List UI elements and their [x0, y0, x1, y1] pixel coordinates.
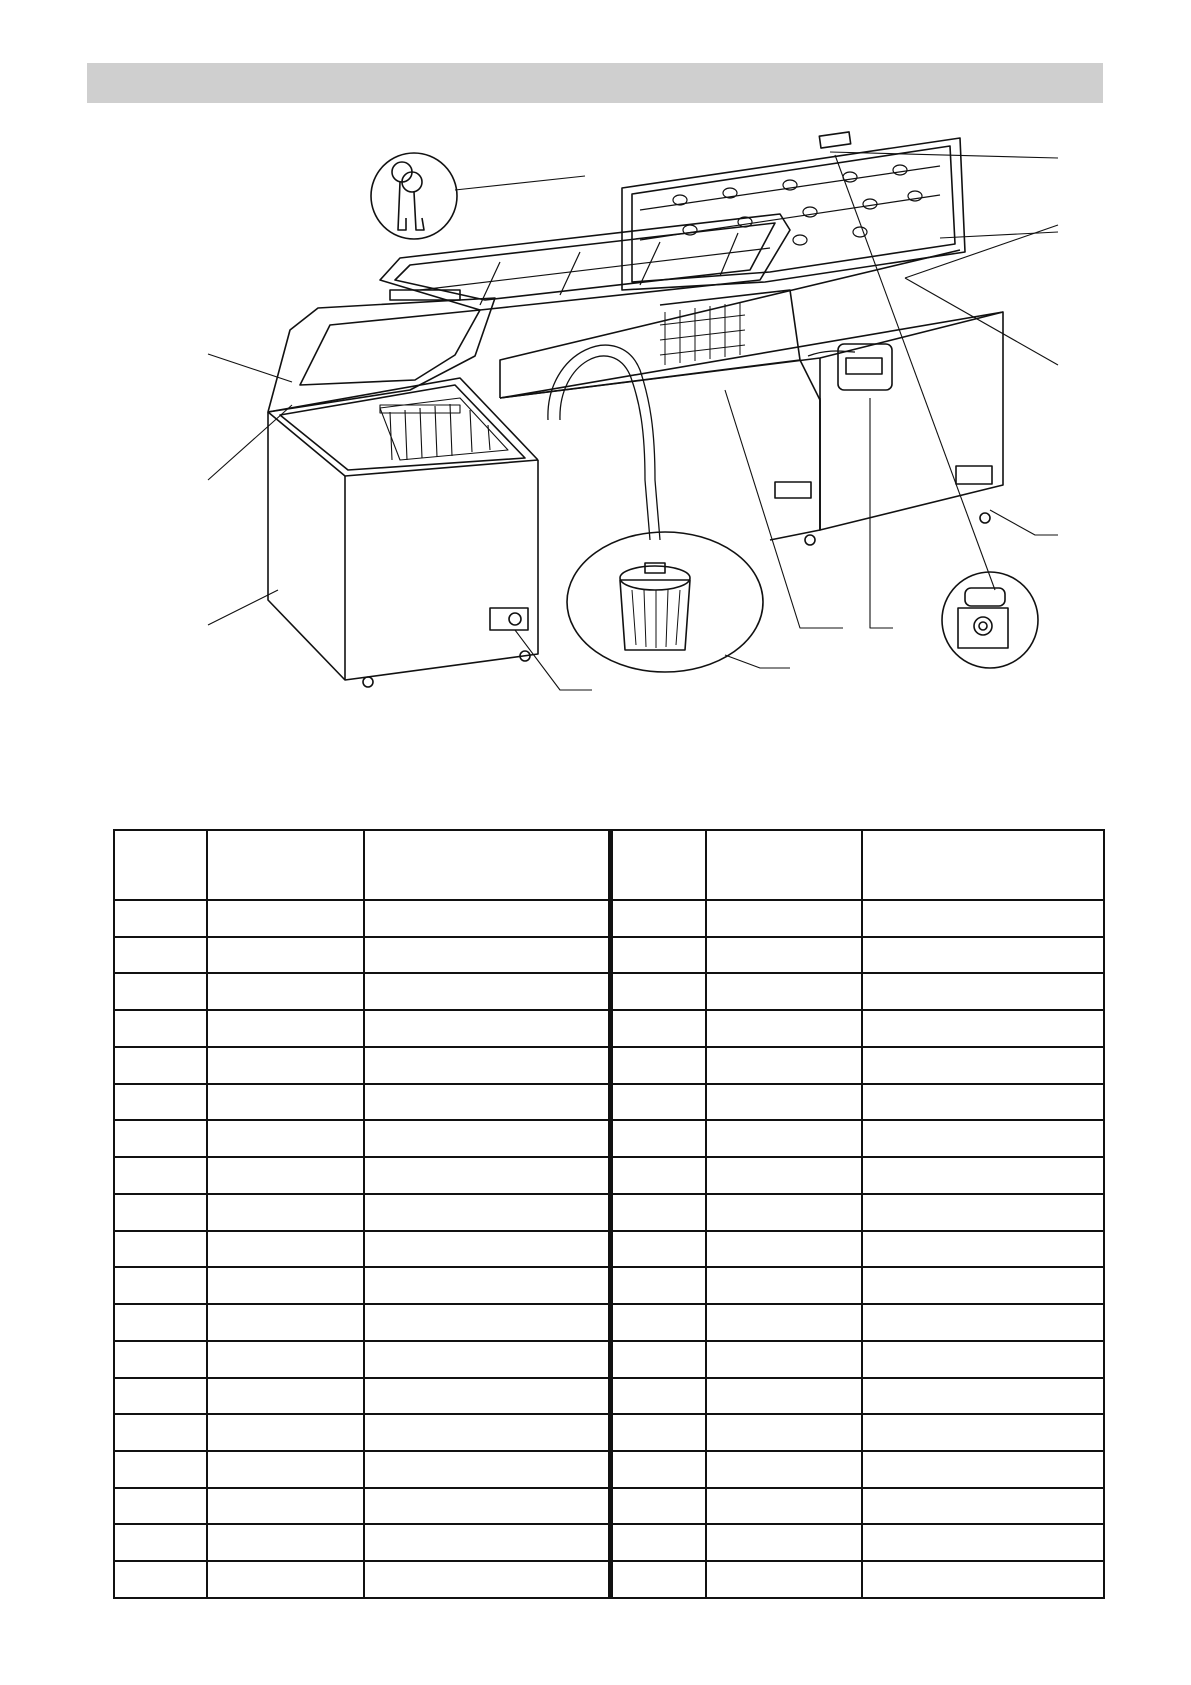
table-row	[114, 1414, 1104, 1451]
table-cell	[706, 1267, 862, 1304]
drain-bin-callout	[567, 532, 763, 672]
table-cell	[706, 1010, 862, 1047]
table-cell	[610, 1488, 706, 1525]
table-cell	[610, 1120, 706, 1157]
table-cell	[207, 1451, 364, 1488]
table-cell	[114, 1194, 207, 1231]
table-cell	[610, 1524, 706, 1561]
table-row	[114, 1341, 1104, 1378]
parts-table	[113, 829, 1105, 1599]
table-cell	[610, 1267, 706, 1304]
section-header-bar	[87, 63, 1103, 103]
table-cell	[207, 1084, 364, 1121]
table-row	[114, 1157, 1104, 1194]
table-cell	[207, 1120, 364, 1157]
table-cell	[114, 937, 207, 974]
table-cell	[364, 1084, 610, 1121]
table-cell	[207, 1304, 364, 1341]
col-header-no-left	[114, 830, 207, 900]
table-cell	[114, 1524, 207, 1561]
keys-callout	[371, 153, 457, 239]
col-header-part-left	[207, 830, 364, 900]
table-cell	[207, 1231, 364, 1268]
table-cell	[114, 1267, 207, 1304]
table-cell	[706, 1451, 862, 1488]
col-header-part-right	[706, 830, 862, 900]
table-cell	[610, 1157, 706, 1194]
parts-table-header-row	[114, 830, 1104, 900]
small-freezer-lid	[268, 290, 495, 412]
table-cell	[610, 1231, 706, 1268]
table-cell	[862, 1047, 1104, 1084]
table-cell	[207, 1157, 364, 1194]
table-row	[114, 1084, 1104, 1121]
table-row	[114, 1231, 1104, 1268]
middle-handle	[775, 482, 811, 498]
table-cell	[364, 1157, 610, 1194]
table-cell	[706, 1524, 862, 1561]
table-cell	[706, 1341, 862, 1378]
table-cell	[862, 1524, 1104, 1561]
table-cell	[706, 1304, 862, 1341]
table-cell	[114, 973, 207, 1010]
table-cell	[114, 1157, 207, 1194]
table-cell	[610, 1414, 706, 1451]
table-cell	[207, 1561, 364, 1598]
table-cell	[364, 900, 610, 937]
table-row	[114, 1524, 1104, 1561]
table-cell	[364, 1414, 610, 1451]
table-cell	[364, 973, 610, 1010]
table-cell	[114, 1451, 207, 1488]
table-cell	[706, 973, 862, 1010]
table-cell	[610, 1010, 706, 1047]
table-cell	[114, 1561, 207, 1598]
col-header-desc-right	[862, 830, 1104, 900]
table-cell	[114, 1341, 207, 1378]
table-cell	[364, 1231, 610, 1268]
table-cell	[364, 1378, 610, 1415]
table-cell	[862, 1561, 1104, 1598]
table-cell	[862, 1010, 1104, 1047]
table-cell	[114, 1231, 207, 1268]
right-handle	[956, 466, 992, 484]
table-cell	[610, 1341, 706, 1378]
table-cell	[207, 1010, 364, 1047]
col-header-no-right	[610, 830, 706, 900]
table-cell	[862, 937, 1104, 974]
table-cell	[114, 1120, 207, 1157]
table-cell	[610, 973, 706, 1010]
table-cell	[706, 1488, 862, 1525]
large-freezer-lid	[622, 132, 965, 290]
table-cell	[610, 1304, 706, 1341]
table-cell	[114, 1304, 207, 1341]
table-row	[114, 1451, 1104, 1488]
col-header-desc-left	[364, 830, 610, 900]
table-cell	[706, 1194, 862, 1231]
table-cell	[207, 1488, 364, 1525]
table-cell	[114, 1010, 207, 1047]
table-cell	[364, 1010, 610, 1047]
table-cell	[706, 1231, 862, 1268]
table-cell	[114, 1414, 207, 1451]
table-cell	[862, 1414, 1104, 1451]
table-cell	[207, 900, 364, 937]
table-cell	[207, 937, 364, 974]
table-cell	[610, 937, 706, 974]
table-cell	[207, 1414, 364, 1451]
freezer-diagram	[0, 130, 1191, 710]
table-cell	[610, 1561, 706, 1598]
table-cell	[862, 1267, 1104, 1304]
table-cell	[364, 1120, 610, 1157]
table-cell	[706, 1047, 862, 1084]
table-cell	[364, 1267, 610, 1304]
lock-callout	[942, 572, 1038, 668]
table-cell	[862, 1378, 1104, 1415]
table-cell	[706, 1084, 862, 1121]
table-cell	[862, 1120, 1104, 1157]
table-cell	[207, 973, 364, 1010]
table-cell	[114, 1084, 207, 1121]
table-row	[114, 1304, 1104, 1341]
parts-table-body	[114, 900, 1104, 1598]
table-cell	[207, 1341, 364, 1378]
table-cell	[862, 1304, 1104, 1341]
table-row	[114, 1267, 1104, 1304]
table-cell	[862, 1194, 1104, 1231]
table-cell	[364, 937, 610, 974]
table-cell	[364, 1047, 610, 1084]
table-row	[114, 937, 1104, 974]
table-cell	[610, 1084, 706, 1121]
table-cell	[207, 1378, 364, 1415]
table-cell	[364, 1451, 610, 1488]
table-cell	[706, 937, 862, 974]
table-cell	[706, 1157, 862, 1194]
table-row	[114, 1378, 1104, 1415]
table-cell	[364, 1304, 610, 1341]
table-cell	[706, 1120, 862, 1157]
table-cell	[610, 900, 706, 937]
table-cell	[207, 1524, 364, 1561]
table-cell	[610, 1047, 706, 1084]
table-cell	[364, 1561, 610, 1598]
table-cell	[862, 1157, 1104, 1194]
small-freezer-body	[268, 378, 538, 687]
table-cell	[364, 1524, 610, 1561]
table-row	[114, 973, 1104, 1010]
table-cell	[862, 1341, 1104, 1378]
table-cell	[207, 1194, 364, 1231]
table-cell	[364, 1488, 610, 1525]
table-cell	[706, 900, 862, 937]
table-cell	[114, 1378, 207, 1415]
table-cell	[610, 1378, 706, 1415]
table-row	[114, 1047, 1104, 1084]
table-cell	[862, 1231, 1104, 1268]
table-cell	[207, 1047, 364, 1084]
table-cell	[610, 1451, 706, 1488]
table-row	[114, 900, 1104, 937]
table-cell	[706, 1561, 862, 1598]
table-cell	[862, 1451, 1104, 1488]
table-cell	[610, 1194, 706, 1231]
table-cell	[364, 1341, 610, 1378]
table-cell	[207, 1267, 364, 1304]
large-freezer-body	[500, 250, 1003, 530]
table-cell	[364, 1194, 610, 1231]
table-cell	[862, 900, 1104, 937]
table-cell	[862, 1084, 1104, 1121]
table-cell	[114, 900, 207, 937]
table-cell	[706, 1414, 862, 1451]
table-cell	[862, 973, 1104, 1010]
table-cell	[114, 1047, 207, 1084]
table-row	[114, 1194, 1104, 1231]
table-cell	[862, 1488, 1104, 1525]
table-row	[114, 1488, 1104, 1525]
table-cell	[706, 1378, 862, 1415]
table-row	[114, 1120, 1104, 1157]
table-row	[114, 1561, 1104, 1598]
freezer-illustration	[0, 130, 1191, 710]
table-cell	[114, 1488, 207, 1525]
drain-hose	[548, 345, 855, 540]
table-row	[114, 1010, 1104, 1047]
